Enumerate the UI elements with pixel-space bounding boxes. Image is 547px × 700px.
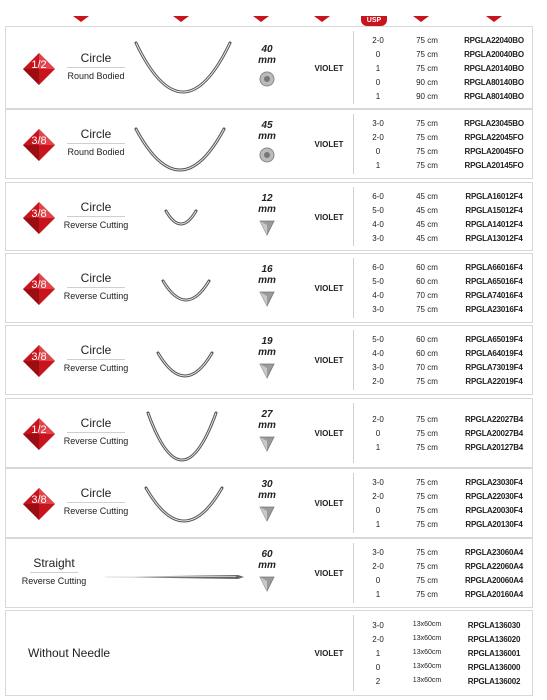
product-code-cell: RPGLA20030F4 [465, 506, 523, 515]
fraction-label: 3/8 [31, 351, 47, 363]
column-divider [353, 473, 354, 533]
section-4 [5, 253, 533, 323]
usp-size-cell: 4-0 [372, 291, 384, 300]
cutting-point-icon [258, 505, 276, 523]
fraction-diamond [22, 128, 56, 162]
length-cell: 75 cm [416, 63, 438, 73]
length-cell: 13x60cm [412, 677, 442, 684]
usp-size-cell: 5-0 [372, 205, 384, 215]
shape-underline [67, 287, 125, 288]
suture-color-label: VIOLET [314, 499, 344, 508]
needle-illustration [161, 279, 211, 303]
product-code-cell: RPGLA136001 [467, 649, 521, 658]
column-divider [353, 615, 354, 691]
usp-size-cell: 1 [375, 63, 381, 73]
length-cell: 45 cm [416, 205, 438, 215]
needle-size-unit: mm [258, 560, 276, 571]
round-body-icon [258, 70, 276, 88]
product-code-cell: RPGLA65016F4 [465, 277, 523, 286]
usp-size-cell: 2-0 [372, 492, 384, 501]
suture-color-label: VIOLET [314, 284, 344, 293]
needle-illustration [164, 209, 198, 227]
needle-icon [134, 127, 226, 173]
needle-size-unit: mm [258, 203, 276, 215]
fraction-diamond [22, 417, 56, 451]
round-body-icon [258, 146, 276, 164]
fraction-label: 3/8 [31, 279, 47, 291]
usp-size-cell: 3-0 [372, 363, 384, 372]
product-code-cell: RPGLA20130F4 [465, 520, 523, 529]
fraction-diamond [22, 344, 56, 378]
product-code-cell: RPGLA23060A4 [464, 548, 524, 557]
product-code-cell: RPGLA20145FO [464, 161, 524, 170]
usp-size-cell: 2 [375, 677, 381, 686]
product-code-cell: RPGLA20045FO [464, 147, 524, 156]
product-code-cell: RPGLA136002 [467, 677, 521, 686]
suture-color-label: VIOLET [314, 649, 344, 658]
product-code-cell: RPGLA22060A4 [464, 562, 524, 571]
product-code-cell: RPGLA20140BO [464, 63, 524, 73]
needle-size-unit: mm [258, 131, 276, 142]
cutting-point-icon [258, 362, 276, 380]
usp-size-cell: 2-0 [372, 415, 384, 424]
product-code-cell: RPGLA22040BO [464, 35, 524, 45]
column-marker-color [314, 16, 330, 22]
needle-size-unit: mm [258, 420, 276, 431]
length-cell: 70 cm [416, 363, 438, 372]
shape-underline [30, 572, 78, 573]
shape-underline [67, 432, 125, 433]
shape-underline [67, 143, 125, 144]
needle-illustration [156, 351, 214, 379]
length-cell: 13x60cm [412, 649, 442, 656]
usp-size-cell: 0 [375, 49, 381, 59]
needle-size-value: 40 [261, 43, 273, 55]
usp-size-cell: 3-0 [372, 621, 384, 630]
length-cell: 60 cm [416, 277, 438, 286]
needle-size-value: 27 [261, 409, 273, 420]
shape-underline [67, 502, 125, 503]
suture-color-label: VIOLET [314, 212, 344, 222]
usp-size-cell: 0 [375, 506, 381, 515]
needle-shape-label: Circle [80, 127, 112, 141]
fraction-label: 1/2 [31, 424, 47, 436]
fraction-label: 1/2 [31, 58, 47, 71]
length-cell: 90 cm [416, 77, 438, 87]
triangle-cutting-icon [258, 505, 276, 523]
product-code-cell: RPGLA20160A4 [464, 590, 524, 599]
section-6 [5, 398, 533, 468]
column-marker-code [486, 16, 502, 22]
product-code-cell: RPGLA13012F4 [465, 233, 523, 243]
cutting-point-icon [258, 290, 276, 308]
length-cell: 45 cm [416, 233, 438, 243]
section-1 [5, 26, 533, 109]
section-3 [5, 182, 533, 251]
needle-size-unit: mm [258, 490, 276, 501]
product-code-cell: RPGLA136020 [467, 635, 521, 644]
product-code-cell: RPGLA66016F4 [465, 263, 523, 272]
length-cell: 13x60cm [412, 635, 442, 642]
section-7 [5, 468, 533, 538]
product-code-cell: RPGLA65019F4 [465, 335, 523, 344]
suture-color-label: VIOLET [314, 356, 344, 365]
column-divider [353, 330, 354, 390]
column-marker-length [413, 16, 429, 22]
usp-size-cell: 3-0 [372, 119, 384, 128]
product-code-cell: RPGLA23045BO [464, 119, 524, 128]
usp-size-cell: 1 [375, 649, 381, 658]
usp-size-cell: 0 [375, 663, 381, 672]
product-code-cell: RPGLA74016F4 [465, 291, 523, 300]
needle-icon [134, 41, 232, 95]
column-divider [353, 187, 354, 246]
needle-illustration [146, 411, 218, 463]
section-9 [5, 610, 533, 696]
product-code-cell: RPGLA80140BO [464, 77, 524, 87]
needle-size-value: 30 [261, 479, 273, 490]
column-divider [353, 258, 354, 318]
needle-size-value: 12 [261, 192, 273, 204]
needle-icon [164, 209, 198, 227]
usp-size-cell: 0 [375, 77, 381, 87]
round-point-icon [258, 70, 276, 88]
length-cell: 70 cm [416, 291, 438, 300]
cutting-point-icon [258, 575, 276, 593]
needle-size-unit: mm [258, 275, 276, 286]
usp-size-cell: 1 [375, 91, 381, 101]
length-cell: 75 cm [416, 429, 438, 438]
needle-icon [161, 279, 211, 303]
usp-size-cell: 1 [375, 443, 381, 452]
length-cell: 75 cm [416, 478, 438, 487]
length-cell: 45 cm [416, 219, 438, 229]
usp-size-cell: 2-0 [372, 635, 384, 644]
product-code-cell: RPGLA16012F4 [465, 191, 523, 201]
length-cell: 75 cm [416, 576, 438, 585]
needle-shape-label: Circle [80, 416, 112, 430]
round-point-icon [258, 146, 276, 164]
needle-body-label: Reverse Cutting [63, 436, 129, 446]
product-code-cell: RPGLA73019F4 [465, 363, 523, 372]
product-code-cell: RPGLA22030F4 [465, 492, 523, 501]
needle-shape-label: Circle [80, 486, 112, 500]
usp-size-cell: 3-0 [372, 548, 384, 557]
usp-size-cell: 5-0 [372, 335, 384, 344]
length-cell: 75 cm [416, 562, 438, 571]
needle-size-unit: mm [258, 347, 276, 358]
length-cell: 75 cm [416, 147, 438, 156]
suture-color-label: VIOLET [314, 63, 344, 73]
suture-color-label: VIOLET [314, 429, 344, 438]
needle-illustration [102, 571, 244, 581]
needle-illustration [134, 41, 232, 95]
length-cell: 45 cm [416, 191, 438, 201]
usp-size-cell: 4-0 [372, 349, 384, 358]
usp-size-cell: 2-0 [372, 35, 384, 45]
column-divider [353, 114, 354, 174]
fraction-diamond [22, 52, 56, 86]
length-cell: 75 cm [416, 35, 438, 45]
product-code-cell: RPGLA64019F4 [465, 349, 523, 358]
triangle-cutting-icon [258, 362, 276, 380]
usp-size-cell: 2-0 [372, 562, 384, 571]
length-cell: 60 cm [416, 349, 438, 358]
product-code-cell: RPGLA23030F4 [465, 478, 523, 487]
length-cell: 75 cm [416, 590, 438, 599]
usp-size-cell: 6-0 [372, 263, 384, 272]
usp-size-cell: 0 [375, 576, 381, 585]
needle-size-value: 60 [261, 549, 273, 560]
usp-size-cell: 2-0 [372, 377, 384, 386]
fraction-label: 3/8 [31, 135, 47, 147]
product-code-cell: RPGLA22027B4 [464, 415, 524, 424]
needle-icon [144, 486, 224, 524]
triangle-cutting-icon [258, 290, 276, 308]
column-marker-needle [173, 16, 189, 22]
length-cell: 75 cm [416, 119, 438, 128]
shape-underline [67, 67, 125, 68]
column-marker-fraction [73, 16, 89, 22]
needle-body-label: Reverse Cutting [21, 576, 87, 586]
needle-shape-label: Circle [80, 343, 112, 357]
product-code-cell: RPGLA80140BO [464, 91, 524, 101]
usp-size-cell: 1 [375, 161, 381, 170]
column-divider [353, 31, 354, 104]
fraction-label: 3/8 [31, 207, 47, 220]
needle-body-label: Reverse Cutting [63, 506, 129, 516]
length-cell: 75 cm [416, 49, 438, 59]
usp-size-cell: 3-0 [372, 305, 384, 314]
fraction-diamond [22, 201, 56, 235]
suture-color-label: VIOLET [314, 569, 344, 578]
usp-size-cell: 0 [375, 429, 381, 438]
length-cell: 75 cm [416, 415, 438, 424]
length-cell: 75 cm [416, 492, 438, 501]
usp-size-cell: 4-0 [372, 219, 384, 229]
suture-color-label: VIOLET [314, 140, 344, 149]
length-cell: 90 cm [416, 91, 438, 101]
needle-shape-label: Circle [80, 50, 112, 65]
product-code-cell: RPGLA136000 [467, 663, 521, 672]
usp-size-cell: 3-0 [372, 233, 384, 243]
needle-icon [146, 411, 218, 463]
product-code-cell: RPGLA20060A4 [464, 576, 524, 585]
triangle-cutting-icon [258, 219, 276, 237]
usp-size-cell: 1 [375, 590, 381, 599]
needle-shape-label: Straight [33, 556, 75, 570]
usp-size-cell: 1 [375, 520, 381, 529]
needle-illustration [134, 127, 226, 173]
needle-body-label: Round Bodied [67, 70, 125, 81]
without-needle-label: Without Needle [28, 646, 111, 660]
product-code-cell: RPGLA20027B4 [464, 429, 524, 438]
needle-illustration [144, 486, 224, 524]
length-cell: 75 cm [416, 133, 438, 142]
length-cell: 60 cm [416, 335, 438, 344]
needle-body-label: Reverse Cutting [63, 219, 129, 230]
needle-size-unit: mm [258, 54, 276, 66]
length-cell: 13x60cm [412, 621, 442, 628]
fraction-diamond [22, 487, 56, 521]
column-marker-size [253, 16, 269, 22]
length-cell: 75 cm [416, 443, 438, 452]
product-code-cell: RPGLA23016F4 [465, 305, 523, 314]
usp-size-cell: 5-0 [372, 277, 384, 286]
needle-shape-label: Circle [80, 271, 112, 285]
triangle-cutting-icon [258, 435, 276, 453]
usp-size-cell: 3-0 [372, 478, 384, 487]
product-code-cell: RPGLA15012F4 [465, 205, 523, 215]
length-cell: 75 cm [416, 506, 438, 515]
length-cell: 75 cm [416, 305, 438, 314]
needle-body-label: Reverse Cutting [63, 291, 129, 301]
product-code-cell: RPGLA20127B4 [464, 443, 524, 452]
column-divider [353, 403, 354, 463]
needle-body-label: Round Bodied [67, 147, 125, 157]
shape-underline [67, 359, 125, 360]
fraction-label: 3/8 [31, 494, 47, 506]
length-cell: 75 cm [416, 548, 438, 557]
usp-size-cell: 0 [375, 147, 381, 156]
triangle-cutting-icon [258, 575, 276, 593]
usp-size-cell: 2-0 [372, 133, 384, 142]
needle-size-value: 19 [261, 336, 273, 347]
usp-size-cell: 6-0 [372, 191, 384, 201]
product-code-cell: RPGLA22019F4 [465, 377, 523, 386]
length-cell: 60 cm [416, 263, 438, 272]
length-cell: 75 cm [416, 161, 438, 170]
section-5 [5, 325, 533, 395]
needle-size-value: 45 [261, 120, 273, 131]
length-cell: 75 cm [416, 377, 438, 386]
length-cell: 75 cm [416, 520, 438, 529]
needle-icon [102, 574, 244, 584]
needle-icon [156, 351, 214, 379]
cutting-point-icon [258, 219, 276, 237]
needle-shape-label: Circle [80, 199, 112, 214]
length-cell: 13x60cm [412, 663, 442, 670]
product-code-cell: RPGLA14012F4 [465, 219, 523, 229]
fraction-diamond [22, 272, 56, 306]
product-code-cell: RPGLA20040BO [464, 49, 524, 59]
product-code-cell: RPGLA22045FO [464, 133, 524, 142]
section-8 [5, 538, 533, 608]
needle-body-label: Reverse Cutting [63, 363, 129, 373]
shape-underline [67, 216, 125, 217]
product-code-cell: RPGLA136030 [467, 621, 521, 630]
needle-size-value: 16 [261, 264, 273, 275]
column-divider [353, 543, 354, 603]
usp-header: USP [361, 16, 387, 26]
cutting-point-icon [258, 435, 276, 453]
section-2 [5, 109, 533, 179]
